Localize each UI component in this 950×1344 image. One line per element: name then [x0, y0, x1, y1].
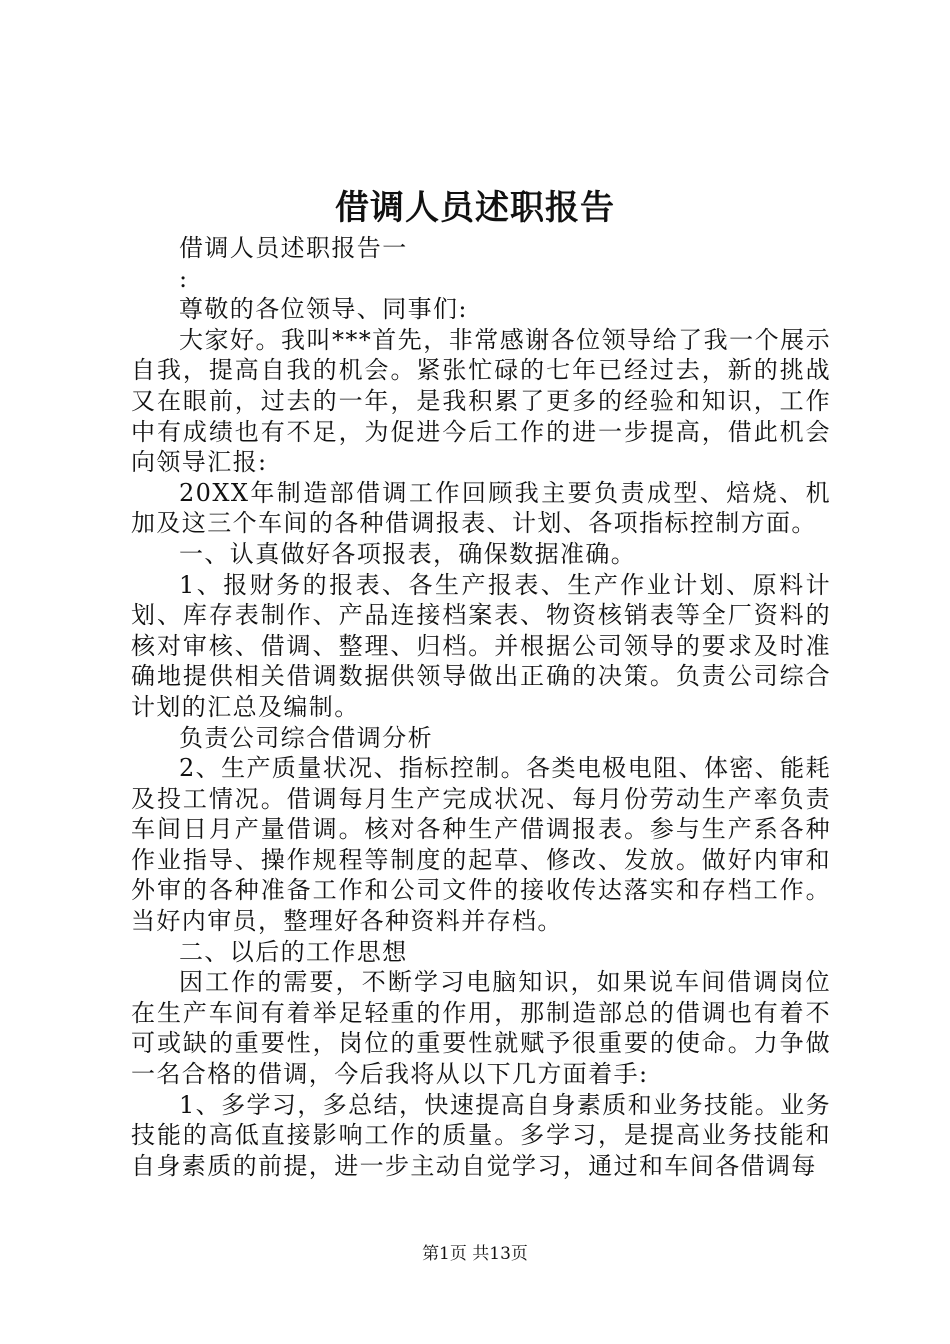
paragraph: 因工作的需要，不断学习电脑知识，如果说车间借调岗位在生产车间有着举足轻重的作用，那制造部总的借调也有着不可或缺的重要性，岗位的重要性就赋予很重要的使命。力争做一名合格的借调，今后我将从以下几方面着手: [131, 968, 831, 1089]
document-body [131, 233, 831, 1181]
paragraph: 二、以后的工作思想 [179, 937, 408, 966]
paragraph: 1、报财务的报表、各生产报表、生产作业计划、原料计划、库存表制作、产品连接档案表、物资核销表等全厂资料的核对审核、借调、整理、归档。并根据公司领导的要求及时准确地提供相关借调数据供领导做出正确的决策。负责公司综合计划的汇总及编制。 [131, 570, 831, 721]
page-number-footer: 第1页 共13页 [422, 1244, 528, 1264]
document-title: 借调人员述职报告 [335, 188, 615, 228]
paragraph: 2、生产质量状况、指标控制。各类电极电阻、体密、能耗及投工情况。借调每月生产完成状况、每月份劳动生产率负责车间日月产量借调。核对各种生产借调报表。参与生产系各种作业指导、操作规程等制度的起草、修改、发放。做好内审和外审的各种准备工作和公司文件的接收传达落实和存档工作。当好内审员，整理好各种资料并存档。 [131, 754, 831, 936]
paragraph: 借调人员述职报告一 [179, 234, 408, 262]
paragraph: 一、认真做好各项报表，确保数据准确。 [179, 539, 637, 568]
paragraph: 负责公司综合借调分析 [179, 723, 433, 752]
paragraph: 尊敬的各位领导、同事们: [179, 295, 468, 324]
paragraph: : [179, 264, 189, 293]
paragraph: 1、多学习，多总结，快速提高自身素质和业务技能。业务技能的高低直接影响工作的质量。多学习，是提高业务技能和自身素质的前提，进一步主动自觉学习，通过和车间各借调每 [131, 1090, 831, 1180]
paragraph: 大家好。我叫***首先，非常感谢各位领导给了我一个展示自我，提高自我的机会。紧张忙碌的七年已经过去，新的挑战又在眼前，过去的一年，是我积累了更多的经验和知识，工作中有成绩也有不足，为促进今后工作的进一步提高，借此机会向领导汇报: [131, 325, 831, 477]
paragraph: 20XX年制造部借调工作回顾我主要负责成型、焙烧、机加及这三个车间的各种借调报表、计划、各项指标控制方面。 [131, 478, 831, 538]
